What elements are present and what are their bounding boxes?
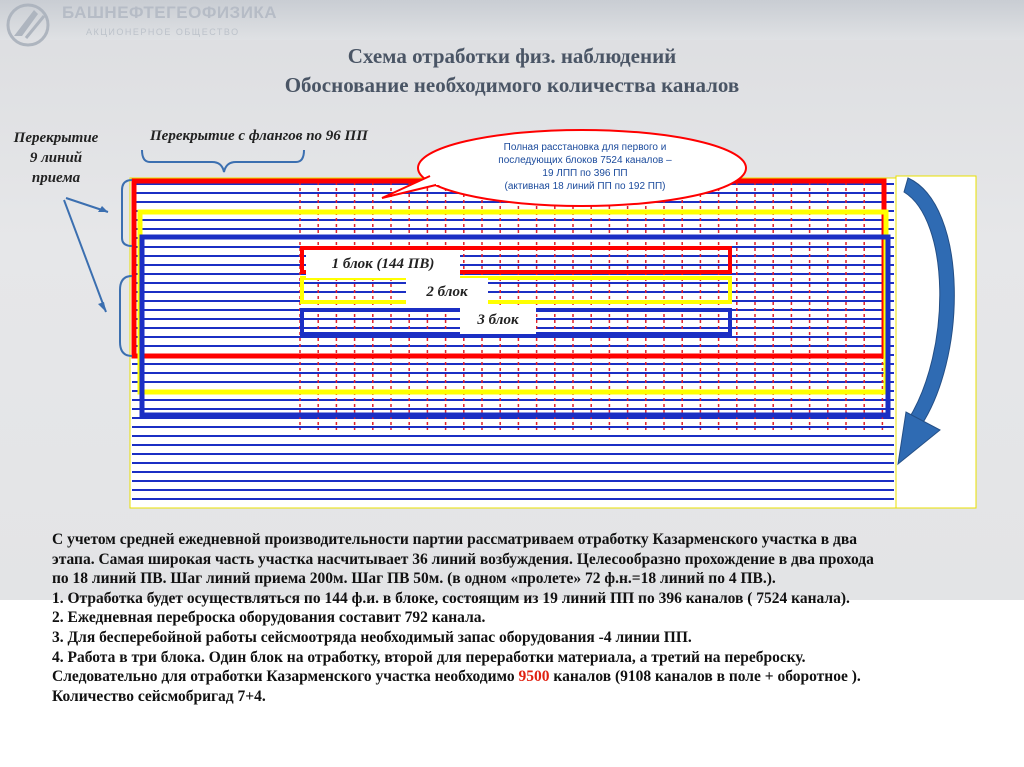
callout-line: 19 ЛПП по 396 ПП [542, 168, 628, 179]
overlap-flanks-label: Перекрытие с флангов по 96 ПП [150, 128, 368, 144]
callout-text [460, 141, 710, 193]
company-name: БАШНЕФТЕГЕОФИЗИКА [62, 3, 278, 22]
brigades-line: Количество сейсмобригад 7+4. [52, 687, 266, 705]
description-line: 3. Для бесперебойной работы сейсмоотряда необходимый запас оборудования -4 линии ПП. [52, 628, 692, 646]
description-line: С учетом средней ежедневной производительности партии рассматриваем отработку Казарменского участка в два [52, 531, 857, 548]
pointer-line-lower [64, 200, 106, 312]
overlap-label-line: 9 линий [29, 150, 83, 166]
block2-label: 2 блок [406, 278, 488, 306]
block3-label: 3 блок [460, 306, 536, 334]
description-line: 2. Ежедневная переброска оборудования составит 792 канала. [52, 609, 486, 627]
callout-line: последующих блоков 7524 каналов – [498, 155, 672, 166]
flank-brace [142, 150, 304, 172]
conclusion-line [52, 667, 987, 687]
block1-label: 1 блок (144 ПВ) [306, 250, 460, 278]
callout-line: (активная 18 линий ПП по 192 ПП) [504, 181, 666, 192]
description-line: 4. Работа в три блока. Один блок на отработку, второй для переработки материала, а третий на переброску. [52, 648, 806, 666]
conclusion-text-before: Следовательно для отработки Казарменского участка необходимо [52, 668, 519, 686]
slide-subtitle: Обоснование необходимого количества каналов [284, 73, 740, 97]
conclusion-text-after: каналов (9108 каналов в поле + оборотное ). [549, 668, 861, 686]
callout-line: Полная расстановка для первого и [503, 142, 667, 153]
overlap-label-line: приема [31, 170, 81, 186]
description-text [52, 530, 987, 706]
company-subtitle: АКЦИОНЕРНОЕ ОБЩЕСТВО [86, 27, 240, 37]
description-line: этапа. Самая широкая часть участка насчитывает 36 линий возбуждения. Целесообразно прохождение в два прохода [52, 550, 874, 568]
description-line: 1. Отработка будет осуществляться по 144 ф.и. в блоке, состоящим из 19 линий ПП по 396 каналов ( 7524 канала). [52, 589, 850, 607]
callout-tail-mask [436, 175, 446, 185]
description-line: по 18 линий ПВ. Шаг линий приема 200м. Шаг ПВ 50м. (в одном «пролете» 72 ф.н.=18 линий по 4 ПВ.). [52, 570, 776, 588]
survey-area-panel [130, 178, 896, 508]
pointer-arrowhead [98, 302, 106, 312]
slide-title: Схема отработки физ. наблюдений [347, 44, 677, 68]
overlap-label-line: Перекрытие [13, 130, 99, 146]
channel-count-highlight: 9500 [518, 668, 550, 686]
